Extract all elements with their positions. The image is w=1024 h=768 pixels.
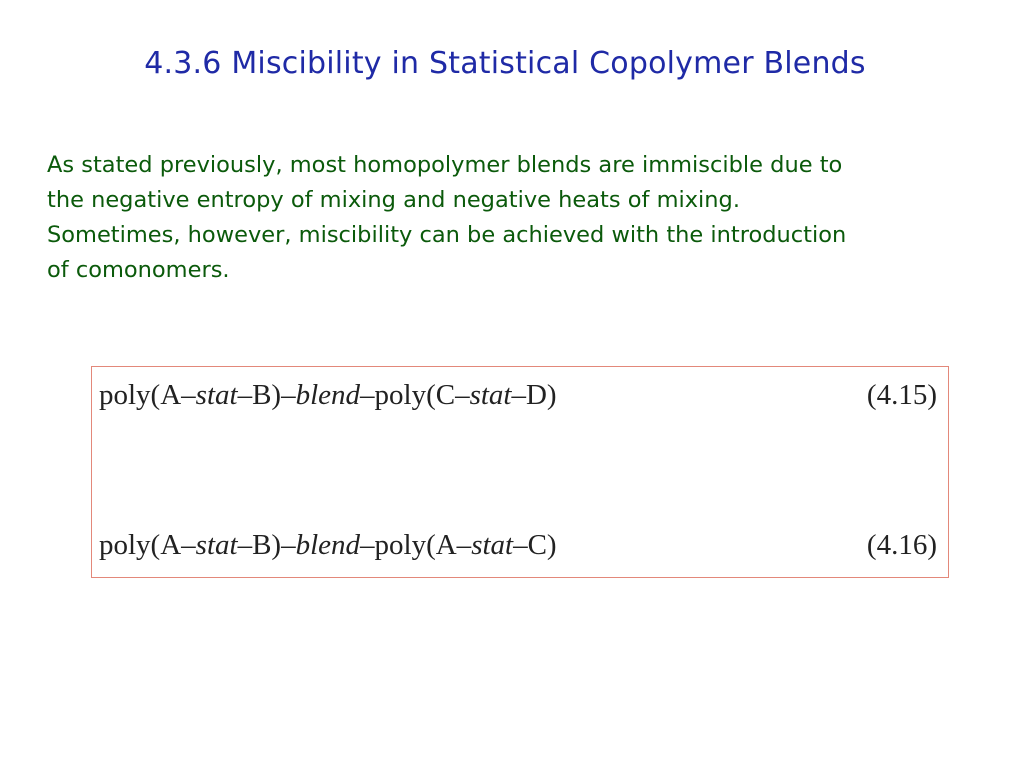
equation-text: –poly(C– [360,379,470,411]
equation-text: poly(A– [99,379,196,411]
paragraph-line: the negative entropy of mixing and negative heats of mixing. [47,187,740,213]
body-paragraph [47,148,992,288]
equation-italic: stat [471,529,514,561]
equation-expression [99,529,557,562]
paragraph-line: As stated previously, most homopolymer blends are immiscible due to [47,152,843,178]
equation-number: (4.15) [866,379,937,411]
equation-text: –poly(A– [360,529,472,561]
equation-text: –B)– [237,529,296,561]
equation-text: –B)– [237,379,296,411]
equation-italic: stat [469,379,512,411]
equation-text: –C) [513,529,557,561]
equation-text: poly(A– [99,529,196,561]
equation-italic: stat [195,379,238,411]
slide-title: 4.3.6 Miscibility in Statistical Copolymer Blends [144,46,866,81]
equation-box [91,366,949,578]
equation-italic: blend [295,379,361,411]
paragraph-line: Sometimes, however, miscibility can be achieved with the introduction [47,222,847,248]
paragraph-line: of comonomers. [47,257,230,283]
equation-expression [99,379,557,412]
equation-number: (4.16) [866,529,937,561]
equation-italic: stat [195,529,238,561]
equation-italic: blend [295,529,361,561]
equation-text: –D) [511,379,557,411]
